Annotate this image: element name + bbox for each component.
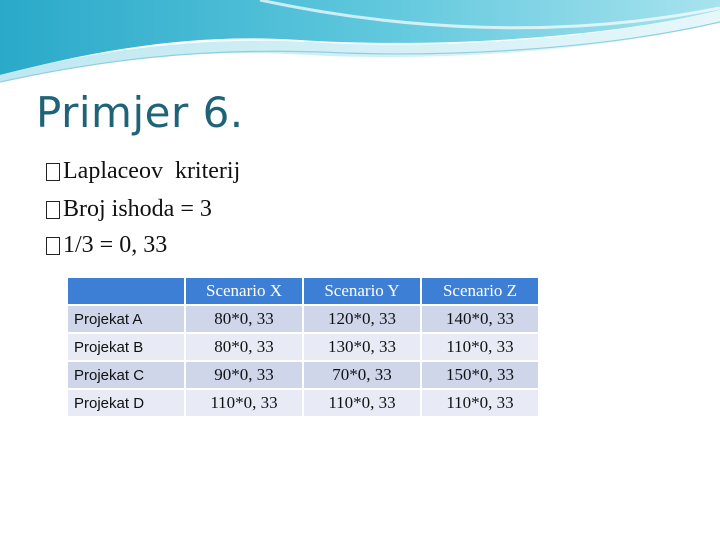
table-row — [68, 306, 538, 332]
table-row — [68, 334, 538, 360]
table-cell: 90*0, 33 — [186, 362, 302, 388]
bullet-text: Broj ishoda = 3 — [63, 196, 212, 222]
table-cell: 70*0, 33 — [304, 362, 420, 388]
table-header-row — [68, 278, 538, 304]
table-cell: 110*0, 33 — [304, 390, 420, 416]
table-header-scenario-x: Scenario X — [186, 278, 302, 304]
bullet-item — [46, 232, 167, 259]
row-label: Projekat C — [68, 362, 184, 388]
bullet-item — [46, 196, 212, 223]
scenario-table — [66, 276, 540, 418]
square-bullet-icon — [46, 163, 60, 181]
table-header-scenario-z: Scenario Z — [422, 278, 538, 304]
table-header-scenario-y: Scenario Y — [304, 278, 420, 304]
row-label: Projekat D — [68, 390, 184, 416]
table-cell: 80*0, 33 — [186, 306, 302, 332]
bullet-text: 1/3 = 0, 33 — [63, 232, 168, 258]
table-cell: 150*0, 33 — [422, 362, 538, 388]
bullet-text: Laplaceov kriterij — [63, 158, 241, 184]
row-label: Projekat A — [68, 306, 184, 332]
square-bullet-icon — [46, 237, 60, 255]
square-bullet-icon — [46, 201, 60, 219]
table-cell: 120*0, 33 — [304, 306, 420, 332]
table-cell: 140*0, 33 — [422, 306, 538, 332]
table-cell: 110*0, 33 — [422, 390, 538, 416]
table-cell: 80*0, 33 — [186, 334, 302, 360]
header-wave-decoration — [0, 0, 720, 90]
table-cell: 110*0, 33 — [186, 390, 302, 416]
table-cell: 110*0, 33 — [422, 334, 538, 360]
bullet-item — [46, 158, 240, 185]
row-label: Projekat B — [68, 334, 184, 360]
table-row — [68, 362, 538, 388]
table-header-blank — [68, 278, 184, 304]
table-row — [68, 390, 538, 416]
table-cell: 130*0, 33 — [304, 334, 420, 360]
slide-title: Primjer 6. — [36, 88, 244, 137]
